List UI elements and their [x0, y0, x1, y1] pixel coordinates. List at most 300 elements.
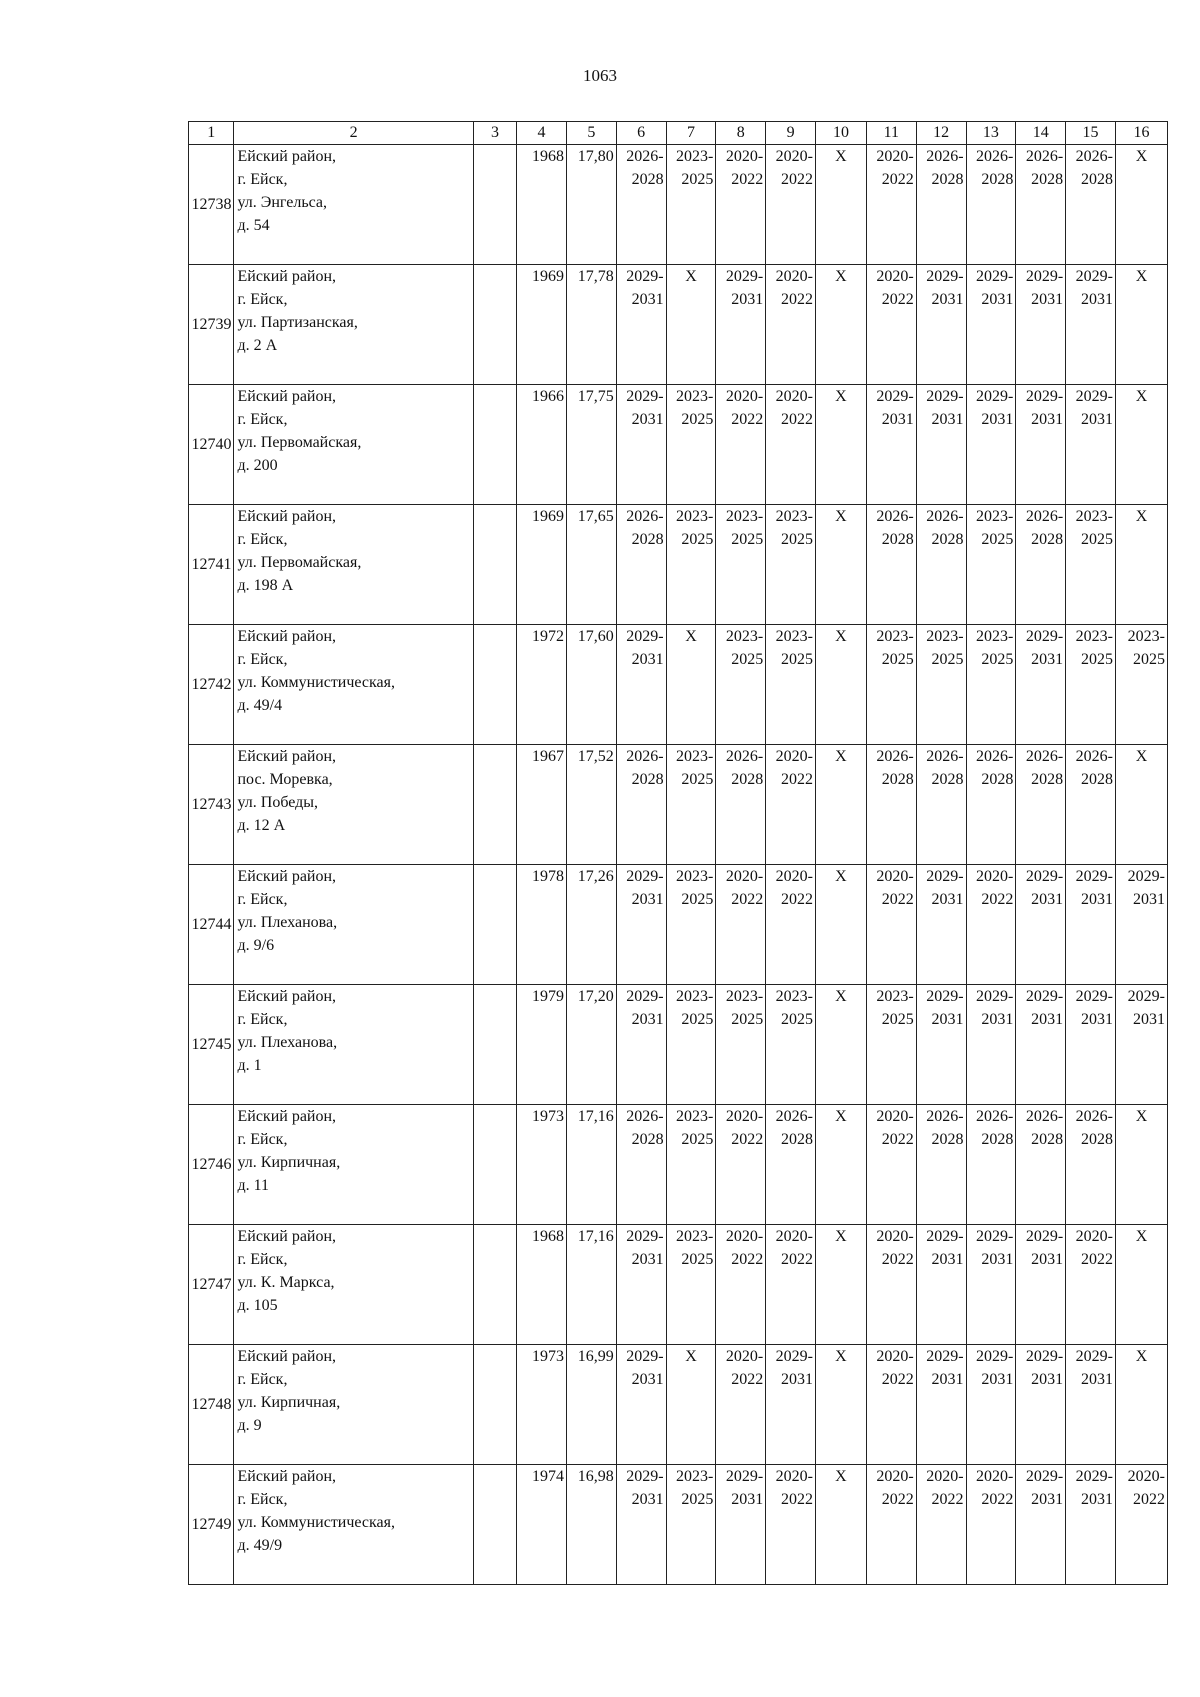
period-cell-c7	[666, 385, 716, 505]
marker-cell-c16: X	[1115, 265, 1167, 385]
address-line: ул. Коммунистическая,	[237, 1514, 396, 1531]
address-line: Ейский район,	[237, 748, 337, 765]
period-cell-c13	[966, 1345, 1016, 1465]
period-part: 2031	[931, 1371, 964, 1388]
value-cell: 17,52	[566, 745, 616, 865]
period-part: 2022	[731, 171, 764, 188]
period-part: 2025	[1133, 651, 1165, 668]
period-part: 2023-	[876, 988, 914, 1005]
col-3-cell	[473, 865, 516, 985]
column-number-3: 3	[473, 122, 516, 145]
period-part: 2029-	[976, 388, 1014, 405]
period-part: 2020-	[725, 148, 764, 165]
address-line: Ейский район,	[237, 628, 337, 645]
period-cell-c8	[716, 745, 766, 865]
period-cell-c9	[766, 625, 816, 745]
year-cell: 1978	[517, 865, 567, 985]
table-row	[189, 1105, 1168, 1225]
period-cell-c12	[916, 505, 966, 625]
column-number-11: 11	[866, 122, 916, 145]
period-cell-c6	[616, 385, 666, 505]
address-line: г. Ейск,	[237, 291, 288, 308]
period-part: 2025	[681, 1491, 714, 1508]
period-cell-c12	[916, 145, 966, 265]
value-cell: 17,75	[566, 385, 616, 505]
period-cell-c12	[916, 385, 966, 505]
period-part: 2022	[931, 1491, 964, 1508]
period-part: 2026-	[775, 1108, 813, 1125]
address-line: Ейский район,	[237, 868, 337, 885]
address-line: д. 2 А	[237, 337, 278, 354]
period-cell-c6	[616, 625, 666, 745]
value-cell: 17,80	[566, 145, 616, 265]
period-part: 2023-	[676, 748, 714, 765]
period-part: 2022	[881, 1371, 914, 1388]
period-part: 2031	[781, 1371, 813, 1388]
period-part: 2028	[631, 171, 664, 188]
period-part: 2023-	[876, 628, 914, 645]
period-cell-c11	[866, 385, 916, 505]
period-part: 2029-	[1127, 868, 1165, 885]
period-part: 2026-	[1075, 148, 1113, 165]
period-cell-c15	[1066, 1465, 1116, 1585]
period-cell-c9	[766, 985, 816, 1105]
period-cell-c6	[616, 865, 666, 985]
period-part: 2031	[931, 1251, 964, 1268]
period-part: 2026-	[1075, 1108, 1113, 1125]
period-part: 2020-	[725, 1108, 764, 1125]
period-part: 2022	[731, 1251, 764, 1268]
period-part: 2025	[681, 1131, 714, 1148]
period-part: 2022	[731, 1371, 764, 1388]
period-cell-c13	[966, 505, 1016, 625]
period-cell-c14	[1016, 265, 1066, 385]
period-part: 2020-	[775, 1468, 813, 1485]
period-part: 2022	[881, 1251, 914, 1268]
period-part: 2025	[681, 531, 714, 548]
period-cell-c14	[1016, 385, 1066, 505]
period-part: 2029-	[1075, 388, 1113, 405]
period-part: 2020-	[876, 1228, 914, 1245]
period-part: 2028	[931, 531, 964, 548]
period-part: 2028	[931, 171, 964, 188]
period-part: 2026-	[626, 508, 664, 525]
period-part: 2031	[631, 1491, 664, 1508]
period-part: 2022	[1080, 1251, 1113, 1268]
table-row	[189, 1225, 1168, 1345]
row-number-cell: 12739	[189, 265, 234, 385]
row-number-cell: 12748	[189, 1345, 234, 1465]
period-part: 2022	[781, 891, 813, 908]
period-part: 2022	[781, 771, 813, 788]
row-number-cell: 12744	[189, 865, 234, 985]
period-part: 2026-	[1025, 508, 1064, 525]
address-line: ул. Победы,	[237, 794, 319, 811]
period-part: 2026-	[626, 748, 664, 765]
period-cell-c12	[916, 1345, 966, 1465]
period-cell-c6	[616, 1345, 666, 1465]
period-cell-c8	[716, 505, 766, 625]
period-part: 2029-	[876, 388, 914, 405]
marker-cell-c10: X	[816, 505, 867, 625]
period-part: 2029-	[926, 268, 964, 285]
period-part: 2026-	[926, 748, 964, 765]
period-cell-c12	[916, 745, 966, 865]
period-cell-c15	[1066, 145, 1116, 265]
address-line: Ейский район,	[237, 1228, 337, 1245]
value-cell: 17,16	[566, 1105, 616, 1225]
row-number-cell: 12738	[189, 145, 234, 265]
address-line: Ейский район,	[237, 1108, 337, 1125]
period-cell-c14	[1016, 1345, 1066, 1465]
period-part: 2031	[1133, 1011, 1165, 1028]
period-part: 2025	[781, 531, 813, 548]
address-line: ул. Первомайская,	[237, 434, 362, 451]
marker-cell-c16: X	[1115, 505, 1167, 625]
period-part: 2022	[1133, 1491, 1165, 1508]
period-part: 2029-	[926, 868, 964, 885]
period-part: 2023-	[676, 868, 714, 885]
period-cell-c11	[866, 1465, 916, 1585]
address-line: г. Ейск,	[237, 171, 288, 188]
marker-cell-c7: X	[666, 265, 716, 385]
period-cell-c14	[1016, 1465, 1066, 1585]
address-line: г. Ейск,	[237, 1011, 288, 1028]
marker-cell-c16: X	[1115, 1105, 1167, 1225]
period-part: 2022	[981, 891, 1014, 908]
period-part: 2031	[1031, 891, 1064, 908]
col-3-cell	[473, 1345, 516, 1465]
value-cell: 17,78	[566, 265, 616, 385]
period-part: 2025	[931, 651, 964, 668]
address-line: г. Ейск,	[237, 411, 288, 428]
period-cell-c13	[966, 625, 1016, 745]
col-3-cell	[473, 505, 516, 625]
address-line: Ейский район,	[237, 148, 337, 165]
period-part: 2023-	[775, 988, 813, 1005]
period-part: 2029-	[775, 1348, 813, 1365]
period-part: 2031	[1031, 411, 1064, 428]
address-cell	[234, 745, 473, 865]
table-row	[189, 505, 1168, 625]
address-line: г. Ейск,	[237, 531, 288, 548]
period-cell-c11	[866, 505, 916, 625]
period-part: 2020-	[725, 1348, 764, 1365]
period-cell-c6	[616, 505, 666, 625]
period-part: 2025	[681, 1251, 714, 1268]
period-cell-c6	[616, 745, 666, 865]
value-cell: 17,16	[566, 1225, 616, 1345]
period-part: 2026-	[626, 148, 664, 165]
period-part: 2031	[1031, 1251, 1064, 1268]
period-part: 2025	[681, 771, 714, 788]
period-part: 2020-	[976, 868, 1014, 885]
column-number-6: 6	[616, 122, 666, 145]
period-part: 2028	[1031, 531, 1064, 548]
period-part: 2025	[781, 1011, 813, 1028]
address-line: пос. Моревка,	[237, 771, 333, 788]
table-row	[189, 145, 1168, 265]
period-cell-c9	[766, 865, 816, 985]
period-part: 2029-	[725, 268, 764, 285]
period-part: 2028	[1031, 171, 1064, 188]
period-cell-c7	[666, 865, 716, 985]
period-part: 2031	[631, 1011, 664, 1028]
period-part: 2031	[981, 1011, 1014, 1028]
period-part: 2029-	[976, 988, 1014, 1005]
period-part: 2029-	[1075, 1468, 1113, 1485]
period-part: 2026-	[976, 748, 1014, 765]
period-part: 2028	[981, 771, 1014, 788]
address-line: ул. Кирпичная,	[237, 1394, 341, 1411]
row-number-cell: 12741	[189, 505, 234, 625]
period-part: 2025	[981, 531, 1014, 548]
address-line: ул. Партизанская,	[237, 314, 358, 331]
period-cell-c8	[716, 385, 766, 505]
table-row	[189, 1345, 1168, 1465]
period-part: 2029-	[1025, 868, 1064, 885]
period-part: 2025	[1080, 531, 1113, 548]
year-cell: 1979	[517, 985, 567, 1105]
address-cell	[234, 145, 473, 265]
address-line: ул. Коммунистическая,	[237, 674, 396, 691]
period-part: 2031	[1080, 411, 1113, 428]
period-part: 2026-	[926, 1108, 964, 1125]
period-part: 2029-	[1075, 988, 1113, 1005]
period-part: 2023-	[976, 508, 1014, 525]
period-part: 2023-	[725, 508, 764, 525]
value-cell: 17,60	[566, 625, 616, 745]
period-part: 2031	[731, 291, 764, 308]
period-part: 2020-	[876, 868, 914, 885]
marker-cell-c10: X	[816, 625, 867, 745]
period-cell-c7	[666, 505, 716, 625]
period-part: 2020-	[775, 148, 813, 165]
marker-cell-c16: X	[1115, 1225, 1167, 1345]
marker-cell-c7: X	[666, 1345, 716, 1465]
period-cell-c6	[616, 1105, 666, 1225]
page-number: 1063	[583, 66, 617, 85]
period-cell-c6	[616, 1465, 666, 1585]
marker-cell-c10: X	[816, 1465, 867, 1585]
period-part: 2031	[1133, 891, 1165, 908]
period-cell-c9	[766, 265, 816, 385]
period-part: 2022	[781, 171, 813, 188]
period-cell-c13	[966, 1225, 1016, 1345]
period-part: 2031	[981, 291, 1014, 308]
marker-cell-c10: X	[816, 265, 867, 385]
column-number-4: 4	[517, 122, 567, 145]
period-part: 2022	[731, 411, 764, 428]
period-part: 2028	[631, 531, 664, 548]
row-number-cell: 12747	[189, 1225, 234, 1345]
period-part: 2025	[681, 171, 714, 188]
address-line: д. 105	[237, 1297, 278, 1314]
period-part: 2029-	[926, 1228, 964, 1245]
period-cell-c9	[766, 145, 816, 265]
year-cell: 1972	[517, 625, 567, 745]
period-part: 2031	[931, 1011, 964, 1028]
period-part: 2020-	[976, 1468, 1014, 1485]
period-part: 2022	[781, 1251, 813, 1268]
row-number-cell: 12742	[189, 625, 234, 745]
period-part: 2029-	[626, 988, 664, 1005]
address-line: Ейский район,	[237, 508, 337, 525]
col-3-cell	[473, 265, 516, 385]
period-cell-c15	[1066, 1105, 1116, 1225]
period-part: 2028	[781, 1131, 813, 1148]
period-part: 2020-	[1075, 1228, 1113, 1245]
period-part: 2023-	[725, 988, 764, 1005]
address-line: Ейский район,	[237, 268, 337, 285]
period-cell-c9	[766, 1465, 816, 1585]
column-number-2: 2	[234, 122, 473, 145]
address-line: Ейский район,	[237, 988, 337, 1005]
period-part: 2031	[1031, 1371, 1064, 1388]
address-cell	[234, 1465, 473, 1585]
period-part: 2031	[631, 651, 664, 668]
period-part: 2029-	[1025, 388, 1064, 405]
period-cell-c6	[616, 265, 666, 385]
column-number-13: 13	[966, 122, 1016, 145]
period-part: 2026-	[976, 1108, 1014, 1125]
period-part: 2031	[1031, 1491, 1064, 1508]
period-part: 2026-	[725, 748, 764, 765]
period-cell-c11	[866, 1345, 916, 1465]
table-row	[189, 1465, 1168, 1585]
period-cell-c11	[866, 1225, 916, 1345]
period-cell-c6	[616, 1225, 666, 1345]
period-cell-c12	[916, 865, 966, 985]
year-cell: 1969	[517, 505, 567, 625]
period-part: 2029-	[626, 628, 664, 645]
address-line: г. Ейск,	[237, 1131, 288, 1148]
address-line: ул. Плеханова,	[237, 1034, 338, 1051]
col-3-cell	[473, 385, 516, 505]
period-cell-c8	[716, 1225, 766, 1345]
address-line: ул. Энгельса,	[237, 194, 328, 211]
period-cell-c8	[716, 265, 766, 385]
address-line: ул. Плеханова,	[237, 914, 338, 931]
period-cell-c9	[766, 505, 816, 625]
period-part: 2028	[981, 1131, 1014, 1148]
address-line: г. Ейск,	[237, 1491, 288, 1508]
period-part: 2022	[881, 291, 914, 308]
period-part: 2020-	[876, 1468, 914, 1485]
col-3-cell	[473, 1225, 516, 1345]
col-3-cell	[473, 1465, 516, 1585]
period-part: 2023-	[1075, 508, 1113, 525]
period-cell-c14	[1016, 625, 1066, 745]
period-part: 2022	[781, 291, 813, 308]
period-part: 2029-	[1025, 268, 1064, 285]
period-part: 2023-	[676, 508, 714, 525]
col-3-cell	[473, 985, 516, 1105]
period-cell-c12	[916, 985, 966, 1105]
address-line: ул. Первомайская,	[237, 554, 362, 571]
marker-cell-c10: X	[816, 745, 867, 865]
period-cell-c15	[1066, 385, 1116, 505]
period-part: 2031	[1031, 651, 1064, 668]
period-part: 2020-	[725, 1228, 764, 1245]
period-cell-c15	[1066, 625, 1116, 745]
period-part: 2026-	[876, 508, 914, 525]
period-cell-c9	[766, 385, 816, 505]
period-part: 2023-	[976, 628, 1014, 645]
period-part: 2023-	[1127, 628, 1165, 645]
year-cell: 1974	[517, 1465, 567, 1585]
period-part: 2022	[981, 1491, 1014, 1508]
period-part: 2028	[1031, 1131, 1064, 1148]
marker-cell-c16: X	[1115, 145, 1167, 265]
period-cell-c8	[716, 1105, 766, 1225]
period-part: 2031	[631, 891, 664, 908]
col-3-cell	[473, 625, 516, 745]
period-part: 2020-	[725, 388, 764, 405]
period-part: 2025	[981, 651, 1014, 668]
row-number-cell: 12743	[189, 745, 234, 865]
address-cell	[234, 625, 473, 745]
period-part: 2031	[631, 1371, 664, 1388]
period-cell-c9	[766, 1105, 816, 1225]
period-part: 2029-	[1025, 1468, 1064, 1485]
address-line: г. Ейск,	[237, 651, 288, 668]
period-cell-c12	[916, 1225, 966, 1345]
col-3-cell	[473, 145, 516, 265]
period-part: 2031	[1080, 1371, 1113, 1388]
period-part: 2029-	[626, 1468, 664, 1485]
period-part: 2020-	[876, 1108, 914, 1125]
address-line: д. 49/4	[237, 697, 283, 714]
marker-cell-c10: X	[816, 985, 867, 1105]
year-cell: 1966	[517, 385, 567, 505]
period-part: 2022	[781, 411, 813, 428]
period-part: 2025	[881, 1011, 914, 1028]
marker-cell-c16: X	[1115, 1345, 1167, 1465]
address-cell	[234, 1345, 473, 1465]
value-cell: 16,98	[566, 1465, 616, 1585]
address-line: Ейский район,	[237, 1468, 337, 1485]
period-part: 2020-	[775, 868, 813, 885]
period-part: 2029-	[1025, 988, 1064, 1005]
period-part: 2023-	[676, 1468, 714, 1485]
marker-cell-c10: X	[816, 145, 867, 265]
column-number-14: 14	[1016, 122, 1066, 145]
period-cell-c9	[766, 1225, 816, 1345]
address-line: д. 198 А	[237, 577, 294, 594]
period-part: 2025	[681, 891, 714, 908]
address-cell	[234, 385, 473, 505]
period-part: 2028	[881, 531, 914, 548]
address-line: ул. К. Маркса,	[237, 1274, 335, 1291]
period-cell-c15	[1066, 505, 1116, 625]
period-cell-c9	[766, 745, 816, 865]
period-part: 2029-	[626, 268, 664, 285]
period-cell-c8	[716, 625, 766, 745]
address-line: д. 49/9	[237, 1537, 283, 1554]
period-cell-c7	[666, 1225, 716, 1345]
period-part: 2028	[881, 771, 914, 788]
address-cell	[234, 985, 473, 1105]
period-part: 2029-	[1127, 988, 1165, 1005]
period-part: 2031	[631, 411, 664, 428]
address-cell	[234, 265, 473, 385]
period-part: 2031	[1080, 1491, 1113, 1508]
period-cell-c8	[716, 145, 766, 265]
period-part: 2022	[881, 171, 914, 188]
period-cell-c14	[1016, 1105, 1066, 1225]
period-part: 2028	[981, 171, 1014, 188]
